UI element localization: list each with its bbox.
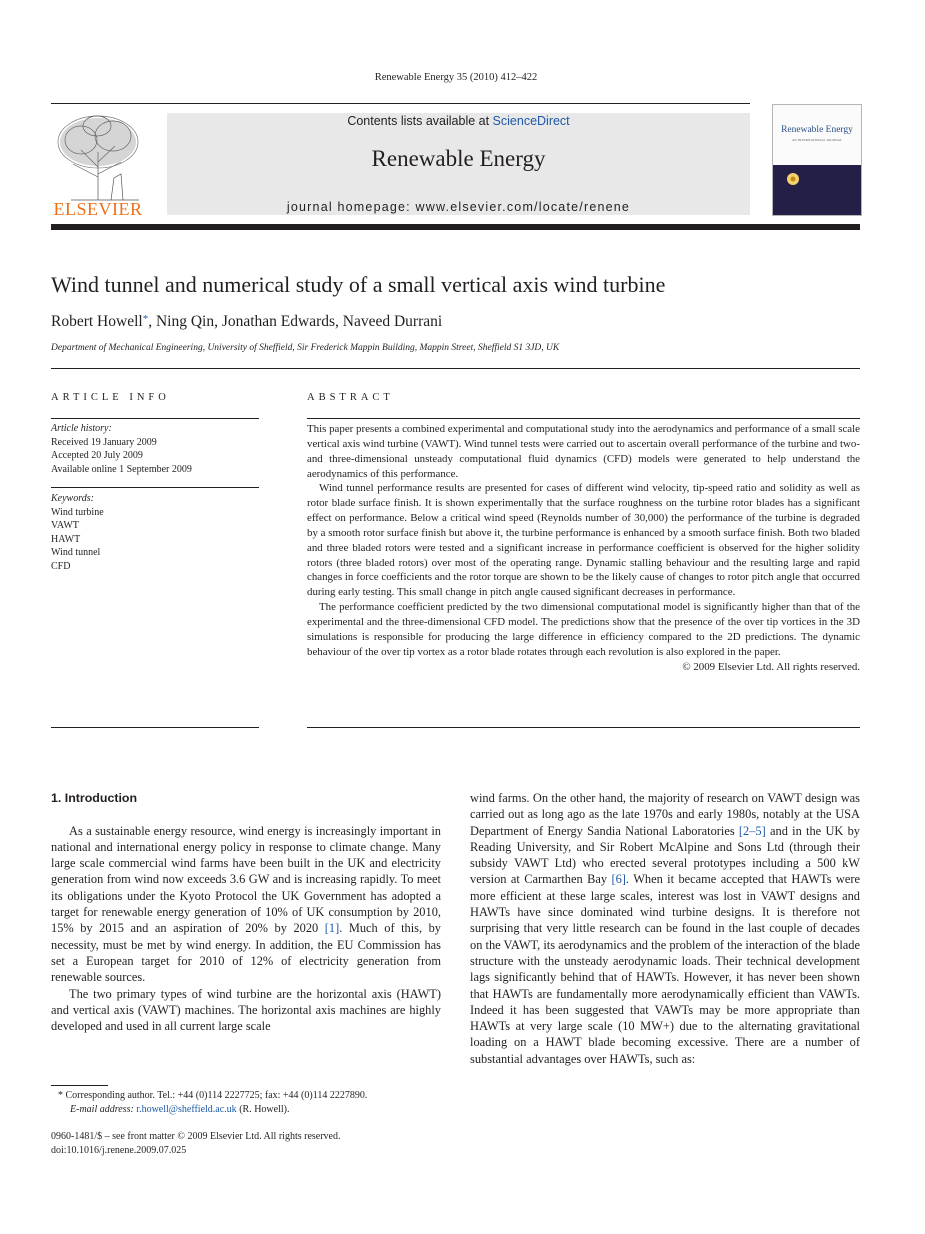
citation-link[interactable]: [1] bbox=[324, 921, 340, 936]
header-top-rule bbox=[51, 103, 750, 104]
sciencedirect-link[interactable]: ScienceDirect bbox=[492, 114, 570, 128]
abstract-paragraph: Wind tunnel performance results are presented for cases of different wind velocity, tip-speed ratio and solidity as well as rotor blade surface finish. It is shown experimentally that the surface roughness on the turbine rotor blades has a significant effect on performance. Below a critical wind speed (Reynolds number of 30,000) the performance of the turbine is degraded by a smooth rotor surface finish but above it, the turbine performance is enhanced by a smooth surface finish. Both two bladed and three bladed rotors were tested and a significant increase in performance coefficient is observed for the higher solidity rotors (three bladed rotors) over most of the operating range. Dynamic stalling behaviour and the resulting large and rapid changes in force coefficients and the rotor torque are shown to be the likely cause of changes to rotor pitch angle that occurred during early testing. This small change in pitch angle caused significant decreases in performance. bbox=[307, 482, 860, 599]
email-label: E-mail address: bbox=[70, 1104, 137, 1115]
article-info-rule-top bbox=[51, 418, 259, 419]
first-author: Robert Howell bbox=[51, 313, 143, 330]
abstract-heading: ABSTRACT bbox=[307, 392, 394, 403]
body-text: wind farms. On the other hand, the majority of research on VAWT design was carried out as long ago as the late 1970s and early 1980s, notably at the USA Department of Energy Sandia National Laboratories bbox=[470, 791, 860, 838]
body-paragraph: The two primary types of wind turbine are the horizontal axis (HAWT) and vertical axis (VAWT) machines. The horizontal axis machines are highly developed and used in all current large scale bbox=[51, 986, 441, 1034]
title-block-rule bbox=[51, 368, 860, 369]
email-line bbox=[58, 1103, 367, 1117]
history-label: Article history: bbox=[51, 423, 112, 434]
keyword-item: Wind turbine bbox=[51, 506, 104, 518]
abstract-body bbox=[307, 422, 860, 674]
email-link[interactable]: r.howell@sheffield.ac.uk bbox=[136, 1104, 237, 1115]
front-matter bbox=[51, 1130, 340, 1158]
abstract-rule-bottom bbox=[307, 727, 860, 728]
corresponding-author-mark[interactable]: * bbox=[142, 313, 149, 325]
contents-line bbox=[167, 114, 750, 128]
footnote bbox=[58, 1089, 367, 1117]
issn-line: 0960-1481/$ – see front matter © 2009 Elsevier Ltd. All rights reserved. bbox=[51, 1131, 341, 1142]
keywords-label: Keywords: bbox=[51, 493, 94, 504]
abstract-copyright: © 2009 Elsevier Ltd. All rights reserved. bbox=[682, 660, 860, 673]
cover-band bbox=[773, 165, 861, 215]
body-text: . Much of this, by necessity, must be met by wind energy. In addition, the EU Commission has set a European target for 2010 of 12% of electricity generation from renewable sources. bbox=[51, 921, 442, 985]
body-paragraph bbox=[470, 790, 860, 1067]
footnote-rule bbox=[51, 1085, 108, 1086]
citation-link[interactable]: [6] bbox=[611, 872, 626, 887]
article-info-rule-bottom bbox=[51, 727, 259, 728]
article-info-rule-mid bbox=[51, 487, 259, 488]
body-text: . When it became accepted that HAWTs were more efficient at these large scales, interest was lost in VAWT designs and HAWTs have since dominated wind turbine designs. It is therefore not surprising that very little research can be found in the last couple of decades on the VAWT, its aerodynamics and the problem of the interaction of the blade structure with the unsteady aerodynamic loads. Their technical development lags significantly behind that of HAWTs. However, it has never been shown that HAWTs are fundamentally more aerodynamically efficient than VAWTs. Indeed it has been suggested that VAWTs may be more appropriate than HAWTs at very large scale (10 MW+) due to the alternating gravitational loading on a HAWT blade becoming excessive. There are a number of substantial advantages over HAWTs, such as: bbox=[470, 872, 860, 1066]
article-title: Wind tunnel and numerical study of a small vertical axis wind turbine bbox=[51, 272, 666, 297]
doi-line[interactable]: doi:10.1016/j.renene.2009.07.025 bbox=[51, 1145, 187, 1156]
keyword-item: Wind tunnel bbox=[51, 547, 101, 558]
body-column-right bbox=[470, 790, 860, 1067]
abstract-paragraph: This paper presents a combined experimental and computational study into the aerodynamics and performance of a small scale vertical axis wind turbine (VAWT). Wind tunnel tests were carried out to ascertain overall performance of the turbine and two- and three-dimensional unsteady computational fluid dynamics (CFD) models were generated to help understand the aerodynamics of this performance. bbox=[307, 423, 860, 480]
header-thick-rule bbox=[51, 224, 860, 230]
keyword-item: HAWT bbox=[51, 533, 81, 545]
elsevier-tree-logo-icon bbox=[51, 112, 145, 202]
contents-prefix: Contents lists available at bbox=[347, 114, 493, 128]
abstract-paragraph: The performance coefficient predicted by the two dimensional computational model is significantly higher than that of the experimental and the three-dimensional CFD model. The predictions show that the presence of the over tip vortices in the 3D simulations is responsible for producing the large difference in efficiency compared to the 2D predictions. The dynamic behaviour of the over tip vortex as a rotor blade rotates through each revolution is also explored in the paper. bbox=[307, 601, 860, 658]
article-history bbox=[51, 422, 192, 476]
history-accepted: Accepted 20 July 2009 bbox=[51, 450, 143, 461]
history-received: Received 19 January 2009 bbox=[51, 436, 157, 448]
cover-flower-icon bbox=[773, 165, 861, 215]
body-text: and in the UK by Reading University, and Sir Robert McAlpine and Sons Ltd (through their subsidy VAWT Ltd) who erected several prototypes including a 500 kW version at Carmarthen Bay bbox=[470, 823, 860, 887]
other-authors: , Ning Qin, Jonathan Edwards, Naveed Durrani bbox=[148, 313, 443, 330]
journal-cover-thumbnail bbox=[772, 104, 862, 216]
keywords bbox=[51, 492, 104, 573]
body-column-left bbox=[51, 790, 441, 1034]
section-heading: 1. Introduction bbox=[51, 791, 138, 805]
journal-homepage-link[interactable]: journal homepage: www.elsevier.com/locate/renene bbox=[286, 200, 631, 214]
abstract-rule-top bbox=[307, 418, 860, 419]
body-paragraph bbox=[51, 823, 441, 986]
affiliation: Department of Mechanical Engineering, University of Sheffield, Sir Frederick Mappin Building, Mappin Street, Sheffield S1 3JD, UK bbox=[51, 343, 560, 353]
cover-title: Renewable Energy bbox=[781, 125, 853, 135]
corresponding-author-note: * Corresponding author. Tel.: +44 (0)114 2227725; fax: +44 (0)114 2227890. bbox=[58, 1090, 368, 1101]
keyword-item: CFD bbox=[51, 560, 71, 572]
cover-subtitle: AN INTERNATIONAL JOURNAL bbox=[791, 138, 843, 142]
keyword-item: VAWT bbox=[51, 520, 79, 531]
article-info-heading: ARTICLE INFO bbox=[51, 392, 170, 403]
author-list bbox=[51, 313, 442, 331]
history-online: Available online 1 September 2009 bbox=[51, 463, 192, 475]
body-text: As a sustainable energy resource, wind energy is increasingly important in national and international energy policy in response to climate change. Many large scale commercial wind farms have been built in the UK and electricity generation from wind now exceeds 3.6 GW and is increasing rapidly. To meet its obligations under the Kyoto Protocol the UK Government has adopted a target for renewable energy generation of 10% of UK consumption by 2010, 15% by 2015 and an aspiration of 20% by 2020 bbox=[51, 823, 441, 936]
journal-title: Renewable Energy bbox=[371, 146, 546, 171]
elsevier-wordmark: ELSEVIER bbox=[53, 199, 143, 219]
email-suffix: (R. Howell). bbox=[236, 1104, 290, 1115]
citation-link[interactable]: [2–5] bbox=[738, 823, 766, 838]
journal-reference: Renewable Energy 35 (2010) 412–422 bbox=[374, 72, 538, 83]
